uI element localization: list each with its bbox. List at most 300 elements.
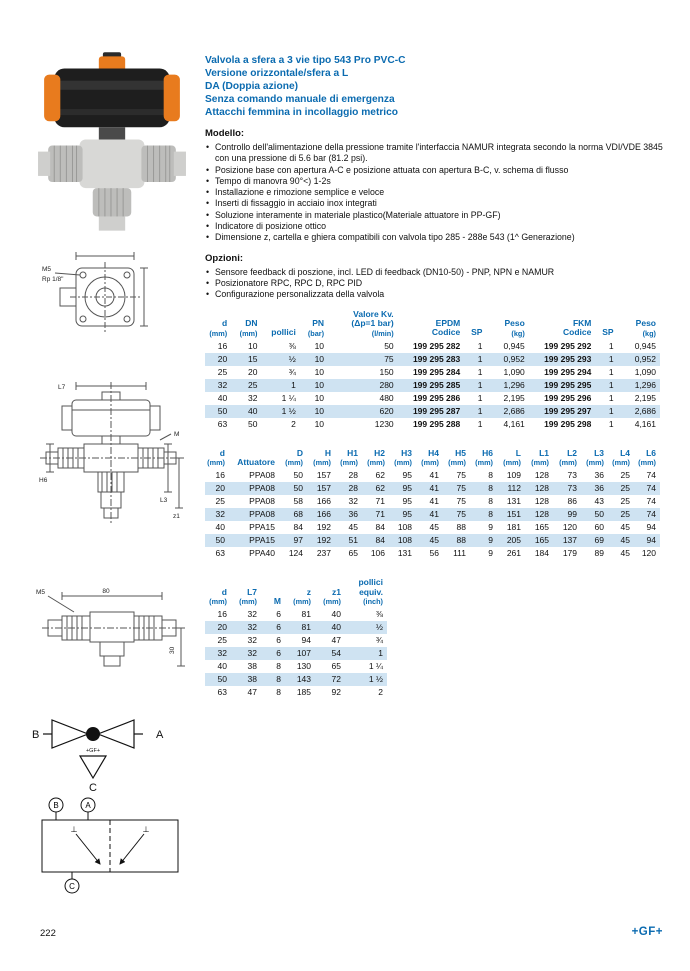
table-cell: 51 — [348, 535, 358, 546]
table-cell: 8 — [488, 483, 493, 494]
flow-schema-diagram — [30, 696, 170, 794]
port-b-label: B — [32, 729, 40, 741]
table-cell: 25 — [217, 366, 228, 377]
table-cell: 97 — [293, 535, 303, 546]
bullet-item: • Soluzione interamente in materiale plastico(Materiale attuatore in PP-GF) — [205, 210, 663, 221]
table-cell: 10 — [314, 340, 325, 351]
column-header: H5 (mm) — [448, 447, 466, 468]
table-cell: 89 — [594, 548, 604, 559]
table-cell: 65 — [331, 661, 341, 672]
table-cell: 1 ½ — [368, 674, 383, 685]
table-cell: 6 — [276, 635, 281, 646]
column-header: SP — [602, 327, 614, 338]
table-cell: ¾ — [375, 635, 383, 646]
table-cell: 15 — [248, 353, 258, 364]
table-cell: 2 — [291, 418, 296, 429]
table-cell: 112 — [507, 483, 521, 494]
table-cell: 192 — [316, 535, 331, 546]
table-row — [205, 418, 660, 431]
table-cell: 63 — [215, 548, 225, 559]
table-cell: 88 — [456, 535, 466, 546]
column-header: EPDM Codice — [431, 317, 461, 338]
table-cell: 1 — [477, 392, 483, 403]
table-cell: 199 295 285 — [412, 379, 461, 390]
table-row — [205, 673, 387, 686]
column-header: pollici — [271, 327, 296, 338]
table-cell: 32 — [247, 609, 257, 620]
table-cell: 261 — [506, 548, 521, 559]
table-cell: 50 — [217, 674, 227, 685]
table-cell: 1 — [608, 418, 614, 429]
table-cell: 9 — [488, 522, 493, 533]
table-cell: 1 — [378, 648, 383, 659]
table-cell: 9 — [488, 548, 493, 559]
modello-heading: Modello: — [205, 128, 245, 139]
opzioni-bullet-list — [205, 267, 663, 301]
table-cell: 32 — [215, 509, 225, 520]
position-b-label: B — [53, 801, 59, 810]
table-cell: 10 — [248, 340, 258, 351]
table-cell: 1 ½ — [281, 405, 296, 416]
table-row — [205, 634, 387, 647]
table-cell: 1 — [477, 379, 483, 390]
table-cell: 73 — [567, 483, 577, 494]
column-header: L (mm) — [503, 447, 521, 468]
table-cell: 20 — [217, 353, 228, 364]
table-cell: 94 — [646, 522, 656, 533]
table-cell: 50 — [384, 340, 394, 351]
table-cell: 38 — [247, 674, 257, 685]
table-cell: 280 — [379, 379, 394, 390]
table-cell: 50 — [248, 418, 258, 429]
column-header: pollici equiv. (inch) — [358, 577, 383, 607]
table-cell: 151 — [506, 509, 521, 520]
m-label: M — [174, 431, 180, 438]
table-cell: 62 — [375, 470, 385, 481]
table-cell: 56 — [429, 548, 439, 559]
column-header: FKM Codice — [563, 317, 592, 338]
table-row — [205, 660, 387, 673]
table-cell: 75 — [456, 470, 466, 481]
table-cell: 150 — [379, 366, 394, 377]
table-cell: 40 — [331, 609, 341, 620]
dimensions-table-secondary — [205, 578, 387, 699]
table-cell: 1 — [477, 366, 483, 377]
z1-label: z1 — [173, 513, 180, 520]
table-cell: 157 — [316, 483, 331, 494]
table-cell: 199 295 284 — [412, 366, 461, 377]
table-cell: 131 — [506, 496, 521, 507]
table-cell: 25 — [215, 496, 225, 507]
table-cell: 1,296 — [634, 379, 656, 390]
table-cell: 1 — [477, 353, 483, 364]
table-cell: ½ — [288, 353, 296, 364]
table-row — [205, 405, 660, 418]
column-header: PN (bar) — [307, 318, 325, 338]
table-cell: 1 — [477, 405, 483, 416]
table-cell: 16 — [217, 340, 228, 351]
ordering-codes-table — [205, 310, 660, 431]
modello-bullet-list — [205, 142, 663, 244]
table-cell: 1 — [608, 366, 614, 377]
table-cell: 1,090 — [503, 366, 525, 377]
table-cell: 1 ¼ — [368, 661, 383, 672]
column-header: H1 (mm) — [340, 447, 358, 468]
column-header: L6 (mm) — [638, 447, 656, 468]
table-cell: 1 — [608, 392, 614, 403]
table-cell: 199 295 288 — [412, 418, 461, 429]
table-cell: 10 — [314, 418, 325, 429]
table-cell: 69 — [594, 535, 604, 546]
table-cell: 143 — [296, 674, 311, 685]
table-cell: 10 — [314, 392, 325, 403]
table-cell: 165 — [534, 522, 549, 533]
table-cell: 128 — [534, 483, 549, 494]
table-cell: 130 — [296, 661, 311, 672]
table-cell: 38 — [247, 661, 257, 672]
ground-symbol: ⊥ — [142, 825, 150, 834]
table-cell: 166 — [316, 509, 331, 520]
table-cell: 54 — [331, 648, 341, 659]
table-cell: 75 — [456, 483, 466, 494]
table-cell: 185 — [296, 687, 311, 698]
table-cell: 62 — [375, 483, 385, 494]
table-cell: 10 — [314, 379, 325, 390]
column-header: Attuatore — [237, 456, 275, 467]
product-title-line-5: Attacchi femmina in incollaggio metrico — [205, 107, 399, 118]
table-cell: 50 — [215, 535, 225, 546]
table-row — [205, 521, 660, 534]
table-row — [205, 469, 660, 482]
table-cell: 2,686 — [634, 405, 656, 416]
valve-actuator-photo — [36, 50, 188, 238]
rp-thread-label: Rp 1/8" — [42, 276, 64, 283]
table-cell: 237 — [316, 548, 331, 559]
table-cell: 47 — [247, 687, 257, 698]
table-cell: 84 — [293, 522, 303, 533]
table-cell: 95 — [402, 509, 412, 520]
table-cell: 28 — [348, 470, 358, 481]
product-photo — [36, 50, 188, 238]
table-row — [205, 366, 660, 379]
table-cell: 199 295 283 — [412, 353, 461, 364]
table-cell: 6 — [276, 648, 281, 659]
table-cell: PPA08 — [249, 483, 275, 494]
table-cell: 124 — [288, 548, 303, 559]
column-header: H4 (mm) — [421, 447, 439, 468]
column-header: H3 (mm) — [394, 447, 412, 468]
column-header: M — [273, 595, 281, 606]
table-cell: 137 — [562, 535, 577, 546]
table-cell: 128 — [534, 470, 549, 481]
column-header: d (mm) — [207, 447, 225, 468]
table-cell: 128 — [534, 509, 549, 520]
table-cell: 45 — [429, 535, 439, 546]
table-cell: 8 — [488, 496, 493, 507]
table-cell: 94 — [301, 635, 311, 646]
table-cell: 1 — [608, 379, 614, 390]
table-cell: 1 — [608, 353, 614, 364]
table-cell: 32 — [247, 622, 257, 633]
table-cell: 0,945 — [634, 340, 656, 351]
table-row — [205, 686, 387, 699]
width-80-label: 80 — [102, 588, 110, 595]
table-cell: 40 — [217, 661, 227, 672]
bullet-item: • Indicatore di posizione ottico — [205, 221, 663, 232]
table-cell: 128 — [534, 496, 549, 507]
table-cell: 25 — [248, 379, 258, 390]
table-cell: 1 — [291, 379, 296, 390]
table-cell: 41 — [429, 496, 439, 507]
bullet-item: • Inserti di fissaggio in acciaio inox integrati — [205, 198, 663, 209]
table-row — [205, 379, 660, 392]
table-cell: 108 — [397, 522, 412, 533]
table-cell: 16 — [217, 609, 227, 620]
table-row — [205, 621, 387, 634]
table-cell: 108 — [397, 535, 412, 546]
table-cell: 109 — [506, 470, 521, 481]
table-cell: 81 — [301, 609, 311, 620]
table-row — [205, 608, 387, 621]
table-cell: 1 — [477, 340, 483, 351]
bullet-item: • Sensore feedback di poszione, incl. LED di feedback (DN10-50) - PNP, NPN e NAMUR — [205, 267, 663, 278]
m5-label: M5 — [42, 266, 52, 273]
table-row — [205, 508, 660, 521]
table-cell: 81 — [301, 622, 311, 633]
column-header: z1 (mm) — [323, 586, 341, 607]
table-cell: 2,195 — [503, 392, 525, 403]
column-header: SP — [471, 327, 483, 338]
table-cell: 45 — [620, 548, 630, 559]
port-c-label: C — [89, 782, 97, 794]
table-cell: 10 — [314, 405, 325, 416]
table-cell: PPA15 — [249, 522, 275, 533]
table-cell: 92 — [331, 687, 341, 698]
table-cell: 1 — [608, 340, 614, 351]
table-cell: 2,686 — [503, 405, 525, 416]
gf-logo: +GF+ — [631, 926, 663, 938]
column-header: H6 (mm) — [475, 447, 493, 468]
table-cell: 95 — [402, 470, 412, 481]
column-header: L1 (mm) — [531, 447, 549, 468]
product-title-line-3: DA (Doppia azione) — [205, 81, 299, 92]
table-cell: 45 — [429, 522, 439, 533]
column-header: H (mm) — [313, 447, 331, 468]
table-cell: 25 — [217, 635, 227, 646]
table-cell: 32 — [217, 648, 227, 659]
table-row — [205, 392, 660, 405]
table-cell: 65 — [348, 548, 358, 559]
table-cell: 63 — [217, 418, 228, 429]
column-header: L7 (mm) — [239, 586, 257, 607]
table-cell: 40 — [217, 392, 228, 403]
product-title-line-1: Valvola a sfera a 3 vie tipo 543 Pro PVC-C — [205, 55, 406, 66]
table-cell: 8 — [276, 674, 281, 685]
table-cell: PPA40 — [249, 548, 275, 559]
table-cell: 45 — [348, 522, 358, 533]
column-header: H2 (mm) — [367, 447, 385, 468]
dimensions-table-main — [205, 449, 660, 561]
table-cell: 25 — [620, 509, 630, 520]
table-cell: 36 — [348, 509, 358, 520]
table-cell: 36 — [594, 483, 604, 494]
table-cell: 199 295 292 — [544, 340, 592, 351]
h6-label: H6 — [39, 477, 48, 484]
table-cell: 10 — [314, 353, 325, 364]
table-cell: 71 — [375, 496, 385, 507]
table-cell: 1 ¼ — [281, 392, 296, 403]
table-cell: 60 — [594, 522, 604, 533]
table-cell: 36 — [594, 470, 604, 481]
table-cell: PPA15 — [249, 535, 275, 546]
table-row — [205, 534, 660, 547]
table-cell: 68 — [293, 509, 303, 520]
dimension-drawing-top — [42, 246, 154, 350]
table-cell: 74 — [646, 496, 656, 507]
product-title-line-4: Senza comando manuale di emergenza — [205, 94, 395, 105]
bullet-item: • Posizione base con apertura A-C e posizione attuata con apertura B-C, v. schema di flusso — [205, 165, 663, 176]
table-cell: 50 — [594, 509, 604, 520]
table-cell: 6 — [276, 622, 281, 633]
table-cell: 199 295 293 — [544, 353, 592, 364]
table-cell: 74 — [646, 470, 656, 481]
table-cell: 4,161 — [634, 418, 656, 429]
position-c-label: C — [69, 882, 75, 891]
table-cell: 86 — [567, 496, 577, 507]
table-cell: 2,195 — [634, 392, 656, 403]
table-cell: 88 — [456, 522, 466, 533]
table-cell: 75 — [456, 509, 466, 520]
column-header: d (mm) — [209, 318, 228, 338]
table-cell: 16 — [215, 470, 225, 481]
table-cell: 50 — [293, 470, 303, 481]
table-cell: 94 — [646, 535, 656, 546]
column-header: Peso (kg) — [504, 318, 525, 338]
table-cell: 184 — [534, 548, 549, 559]
table-cell: 480 — [379, 392, 394, 403]
table-cell: 41 — [429, 509, 439, 520]
table-cell: 107 — [296, 648, 311, 659]
page-number: 222 — [40, 928, 56, 939]
table-cell: 620 — [379, 405, 394, 416]
table-cell: 58 — [293, 496, 303, 507]
table-cell: 1 — [477, 418, 483, 429]
table-cell: 45 — [620, 535, 630, 546]
table-cell: 45 — [620, 522, 630, 533]
bullet-item: • Installazione e rimozione semplice e veloce — [205, 187, 663, 198]
table-cell: 0,945 — [503, 340, 525, 351]
table-cell: 75 — [456, 496, 466, 507]
table-row — [205, 482, 660, 495]
table-cell: 8 — [488, 509, 493, 520]
table-cell: 73 — [567, 470, 577, 481]
table-row — [205, 340, 660, 353]
content-column — [205, 54, 663, 699]
table-cell: 32 — [217, 379, 228, 390]
table-row — [205, 495, 660, 508]
table-cell: 32 — [348, 496, 358, 507]
table-cell: 166 — [316, 496, 331, 507]
table-cell: 9 — [488, 535, 493, 546]
table-cell: 95 — [402, 483, 412, 494]
table-cell: 120 — [641, 548, 656, 559]
table-cell: 40 — [215, 522, 225, 533]
table-cell: 199 295 296 — [544, 392, 592, 403]
table-cell: 74 — [646, 483, 656, 494]
table-cell: PPA08 — [249, 509, 275, 520]
table-cell: ¾ — [288, 366, 296, 377]
table-cell: 28 — [348, 483, 358, 494]
table-cell: 25 — [620, 483, 630, 494]
table-cell: 20 — [215, 483, 225, 494]
table-cell: 1,296 — [503, 379, 525, 390]
table-cell: 41 — [429, 483, 439, 494]
table-cell: 20 — [217, 622, 227, 633]
column-header: D (mm) — [285, 447, 303, 468]
column-header: L4 (mm) — [612, 447, 630, 468]
table-cell: 40 — [248, 405, 258, 416]
table-cell: 192 — [316, 522, 331, 533]
table-cell: 32 — [247, 648, 257, 659]
table-cell: 32 — [247, 635, 257, 646]
table-cell: ⅜ — [375, 609, 383, 620]
table-cell: 0,952 — [503, 353, 525, 364]
table-cell: 111 — [453, 548, 466, 559]
table-cell: 1 — [608, 405, 614, 416]
table-cell: 199 295 297 — [544, 405, 592, 416]
column-header: Peso (kg) — [635, 318, 656, 338]
table-cell: ⅜ — [288, 340, 296, 351]
column-header: z (mm) — [293, 586, 311, 607]
column-header: d (mm) — [209, 586, 227, 607]
table-cell: 2 — [378, 687, 383, 698]
bullet-item: • Configurazione personalizzata della valvola — [205, 289, 663, 300]
table-cell: ½ — [375, 622, 383, 633]
position-a-label: A — [85, 801, 91, 810]
table-cell: 4,161 — [503, 418, 525, 429]
opzioni-heading: Opzioni: — [205, 252, 243, 264]
table-cell: 50 — [217, 405, 228, 416]
table-row — [205, 353, 660, 366]
table-cell: 205 — [506, 535, 521, 546]
table-cell: 75 — [384, 353, 394, 364]
product-title-line-2: Versione orizzontale/sfera a L — [205, 68, 349, 79]
table-cell: 43 — [594, 496, 604, 507]
height-30-label: 30 — [169, 646, 176, 654]
table-cell: 25 — [620, 470, 630, 481]
m5-label: M5 — [36, 589, 46, 596]
dimension-drawing-body — [34, 582, 186, 684]
bullet-item: • Dimensione z, cartella e ghiera compatibili con valvola tipo 285 - 288e 543 (1^ Generazione) — [205, 232, 663, 243]
port-a-label: A — [156, 729, 164, 741]
table-cell: 50 — [293, 483, 303, 494]
column-header: L2 (mm) — [559, 447, 577, 468]
ground-symbol: ⊥ — [70, 825, 78, 834]
table-cell: PPA08 — [249, 470, 275, 481]
bullet-item: • Controllo dell'alimentazione della pressione tramite l'interfaccia NAMUR integrata secondo la norma VDI/VDE 3845 con una pressione di 5.6 bar (81.2 psi). — [205, 142, 663, 165]
table-cell: 8 — [488, 470, 493, 481]
l3-label: L3 — [160, 497, 168, 504]
table-cell: 47 — [331, 635, 341, 646]
table-cell: 0,952 — [634, 353, 656, 364]
table-cell: 131 — [397, 548, 412, 559]
table-cell: 179 — [562, 548, 577, 559]
table-cell: 199 295 294 — [544, 366, 592, 377]
table-cell: 40 — [331, 622, 341, 633]
table-cell: 199 295 287 — [412, 405, 461, 416]
table-cell: 181 — [506, 522, 521, 533]
column-header: L3 (mm) — [586, 447, 604, 468]
